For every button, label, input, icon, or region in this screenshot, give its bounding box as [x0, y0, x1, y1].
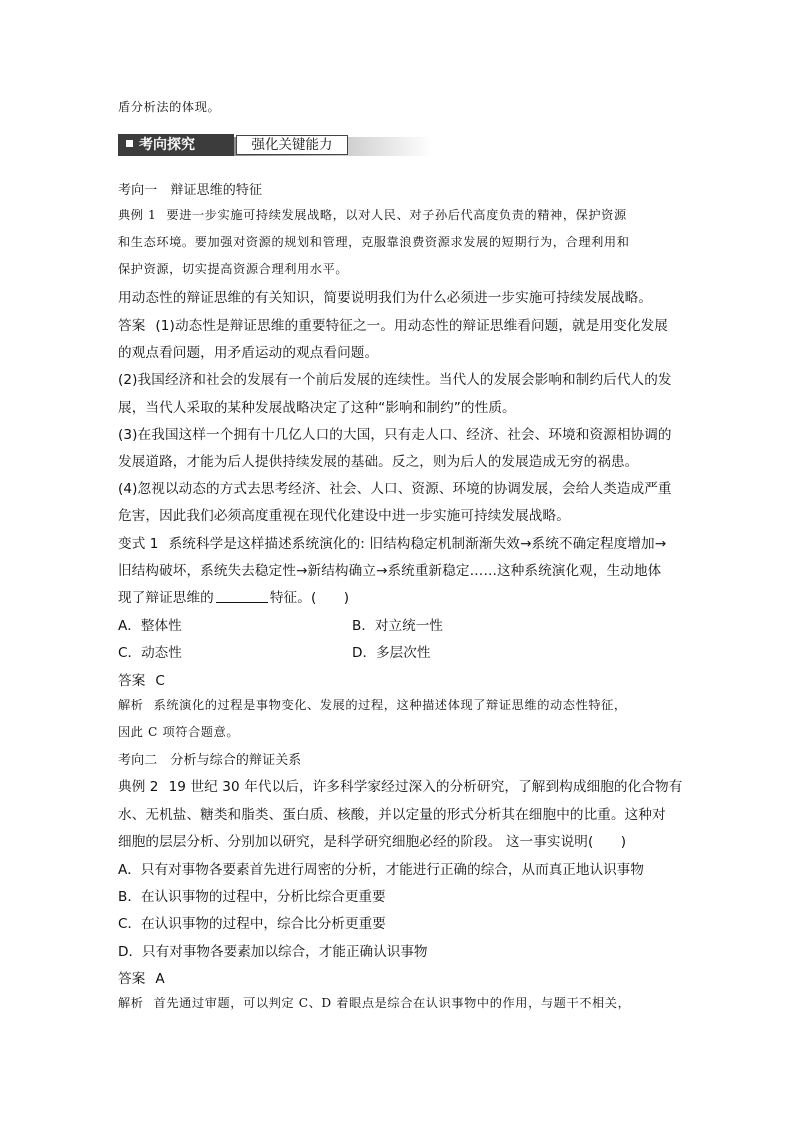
- answer-1-line-2: 的观点看问题，用矛盾运动的观点看问题。: [118, 345, 379, 361]
- answer-1-text-a: (1)动态性是辩证思维的重要特征之一。用动态性的辩证思维看问题，就是用变化发展: [155, 318, 668, 334]
- variant-1-analysis-line-1: [118, 696, 627, 713]
- example-2-option-c: C．在认识事物的过程中，综合比分析更重要: [118, 916, 386, 932]
- example-2-line-3: 细胞的层层分析、分别加以研究，是科学研究细胞必经的阶段。 这一事实说明( ): [118, 834, 627, 850]
- variant-1-answer: [118, 669, 165, 689]
- example-2-answer-value: A: [155, 971, 165, 987]
- variant-1-line-3: [118, 586, 349, 606]
- example-1-label: 典例 1: [118, 208, 157, 222]
- answer-3-line-1: (3)在我国这样一个拥有十几亿人口的大国，只有走人口、经济、社会、环境和资源相协调的: [118, 427, 672, 443]
- example-1-line-2: 和生态环境。要加强对资源的规划和管理，克服靠浪费资源求发展的短期行为，合理利用和: [118, 235, 630, 249]
- analysis-label: 解析: [118, 698, 144, 712]
- variant-1-analysis-line-2: 因此 C 项符合题意。: [118, 725, 240, 739]
- example-2-text-a: 19 世纪 30 年代以后，许多科学家经过深入的分析研究，了解到构成细胞的化合物有: [168, 779, 683, 795]
- banner-sub-label: 强化关键能力: [236, 135, 348, 155]
- variant-1-label: 变式 1: [118, 536, 159, 552]
- example-2-line-2: 水、无机盐、糖类和脂类、蛋白质、核酸，并以定量的形式分析其在细胞中的比重。这种对: [118, 807, 666, 823]
- banner-main-label: [118, 134, 234, 156]
- example-2-line-1: [118, 775, 682, 795]
- example-2-option-a: A．只有对事物各要素首先进行周密的分析，才能进行正确的综合，从而真正地认识事物: [118, 862, 644, 878]
- example-2-option-d: D．只有对事物各要素加以综合，才能正确认识事物: [118, 944, 428, 960]
- fill-in-blank: [216, 590, 268, 603]
- answer-label: 答案: [118, 971, 146, 987]
- example-1-line-1: [118, 206, 627, 223]
- example-1-text-a: 要进一步实施可持续发展战略，以对人民、对子孙后代高度负责的精神，保护资源: [166, 208, 627, 222]
- variant-1-option-c: C．动态性: [118, 645, 182, 661]
- answer-1-line-1: [118, 314, 668, 334]
- answer-3-line-2: 发展道路，才能为后人提供持续发展的基础。反之，则为后人的发展造成无穷的祸患。: [118, 454, 639, 470]
- answer-4-line-1: (4)忽视以动态的方式去思考经济、社会、人口、资源、环境的协调发展，会给人类造成严重: [118, 481, 672, 497]
- answer-2-line-1: (2)我国经济和社会的发展有一个前后发展的连续性。当代人的发展会影响和制约后代人的发: [118, 372, 672, 388]
- question-1: 用动态性的辩证思维的有关知识，简要说明我们为什么必须进一步实施可持续发展战略。: [118, 290, 653, 306]
- section-heading-2: 考向二 分析与综合的辩证关系: [118, 753, 302, 768]
- variant-1-line-2: 旧结构破坏，系统失去稳定性→新结构确立→系统重新稳定……这种系统演化观，生动地体: [118, 563, 662, 579]
- variant-1-line-1: [118, 532, 666, 552]
- section-banner: [118, 134, 432, 158]
- variant-1-option-d: D．多层次性: [352, 645, 431, 661]
- answer-label: 答案: [118, 318, 146, 334]
- variant-1-option-b: B．对立统一性: [352, 618, 443, 634]
- answer-2-line-2: 展，当代人采取的某种发展战略决定了这种“影响和制约”的性质。: [118, 400, 516, 416]
- section-heading-1: 考向一 辩证思维的特征: [118, 183, 263, 198]
- text-line-continuation: 盾分析法的体现。: [118, 100, 221, 114]
- variant-1-option-a: A．整体性: [118, 618, 182, 634]
- variant-1-text-a: 系统科学是这样描述系统演化的: 旧结构稳定机制渐渐失效→系统不确定程度增加→: [168, 536, 667, 552]
- variant-1-analysis-text-a: 系统演化的过程是事物变化、发展的过程，这种描述体现了辩证思维的动态性特征，: [153, 698, 627, 712]
- answer-label: 答案: [118, 673, 146, 689]
- example-2-answer: [118, 967, 165, 987]
- variant-1-answer-value: C: [155, 673, 165, 689]
- example-1-line-3: 保护资源，切实提高资源合理利用水平。: [118, 262, 349, 276]
- example-2-label: 典例 2: [118, 779, 159, 795]
- variant-1-text-c-post: 特征。( ): [269, 590, 350, 606]
- square-bullet-icon: [126, 140, 133, 147]
- banner-main-text: 考向探究: [139, 137, 195, 153]
- answer-4-line-2: 危害，因此我们必须高度重视在现代化建设中进一步实施可持续发展战略。: [118, 508, 570, 524]
- example-2-analysis-line-1: [118, 994, 630, 1011]
- analysis-label: 解析: [118, 996, 144, 1010]
- variant-1-text-c-pre: 现了辩证思维的: [118, 590, 214, 606]
- example-2-analysis-text: 首先通过审题，可以判定 C、D 着眼点是综合在认识事物中的作用，与题干不相关，: [153, 996, 631, 1010]
- example-2-option-b: B．在认识事物的过程中，分析比综合更重要: [118, 889, 386, 905]
